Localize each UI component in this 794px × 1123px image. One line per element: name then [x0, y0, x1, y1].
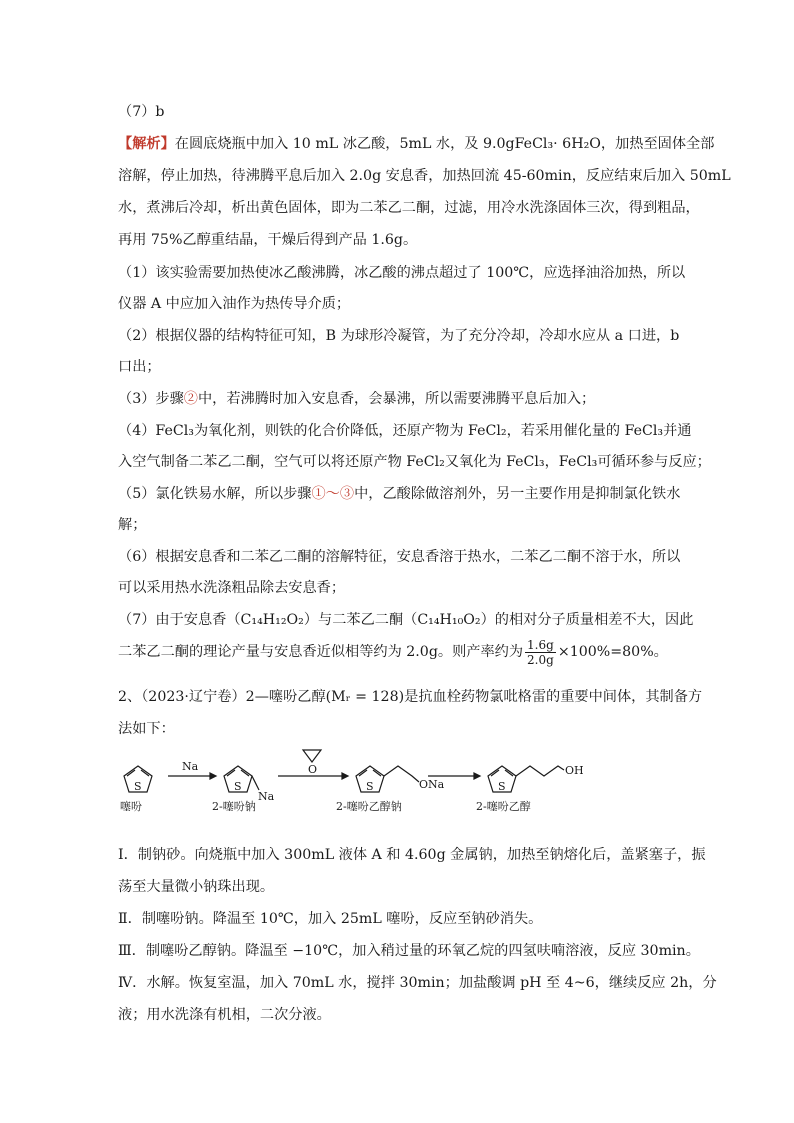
- analysis-line-1: [118, 134, 714, 154]
- label-thiophene-ethanol-sodium: 2-噻吩乙醇钠: [336, 800, 402, 813]
- step-2-marker: ②: [183, 391, 198, 407]
- label-thiophene-ethanol: 2-噻吩乙醇: [476, 800, 531, 813]
- label-thiophene-sodium: 2-噻吩钠: [212, 800, 256, 813]
- yield-fraction: [525, 638, 556, 667]
- label-thiophene: 噻吩: [120, 800, 142, 813]
- fraction-denominator: 2.0g: [527, 652, 554, 667]
- point-5-line-2: 解；: [118, 517, 147, 533]
- point-6-line-1: （6）根据安息香和二苯乙二酮的溶解特征，安息香溶于热水，二苯乙二酮不溶于水，所以: [118, 549, 681, 565]
- point-7-line-1: （7）由于安息香（C₁₄H₁₂O₂）与二苯乙二酮（C₁₄H₁₀O₂）的相对分子质量相差不大，因此: [118, 612, 694, 628]
- analysis-line-4: 再用 75%乙醇重结晶，干燥后得到产品 1.6g。: [118, 232, 418, 248]
- point-2-line-1: （2）根据仪器的结构特征可知，B 为球形冷凝管，为了充分冷却，冷却水应从 a 口进，b: [118, 328, 680, 344]
- reagent-sodium: Na: [182, 760, 199, 773]
- epoxide-structure: [303, 750, 321, 762]
- step-4-line-2: 液；用水洗涤有机相，二次分液。: [118, 1007, 331, 1023]
- question-2-line-2: 法如下：: [118, 721, 175, 737]
- question-2-line-1: 2、（2023·辽宁卷）2—噻吩乙醇(Mᵣ = 128)是抗血栓药物氯吡格雷的重要中间体，其制备方: [118, 689, 703, 705]
- point-5-b: 中，乙酸除做溶剂外，另一主要作用是抑制氯化铁水: [354, 486, 681, 502]
- point-7-b: ×100%=80%。: [557, 644, 668, 660]
- point-1-line-1: （1）该实验需要加热使冰乙酸沸腾，冰乙酸的沸点超过了 100℃，应选择油浴加热，所以: [118, 265, 686, 281]
- sulfur-atom-4: S: [498, 780, 506, 793]
- point-5-a: （5）氯化铁易水解，所以步骤: [118, 486, 312, 502]
- point-6-line-2: 可以采用热水洗涤粗品除去安息香；: [118, 580, 346, 596]
- range-tilde: ～: [325, 486, 340, 502]
- step-3-marker: ③: [339, 486, 355, 502]
- ona-group: ONa: [419, 778, 445, 791]
- point-7-a: 二苯乙二酮的理论产量与安息香近似相等约为 2.0g。则产率约为: [118, 644, 524, 660]
- point-2-line-2: 口出；: [118, 359, 161, 375]
- step-1-line-1: Ⅰ．制钠砂。向烧瓶中加入 300mL 液体 A 和 4.60g 金属钠，加热至钠熔化后，盖紧塞子，振: [118, 847, 706, 863]
- analysis-tag: 【解析】: [118, 136, 175, 152]
- analysis-line-3: 水，煮沸后冷却，析出黄色固体，即为二苯乙二酮，过滤，用冷水洗涤固体三次，得到粗品，: [118, 200, 700, 216]
- reaction-scheme: [110, 742, 610, 822]
- point-3-a: （3）步骤: [118, 391, 184, 407]
- point-4-line-2: 入空气制备二苯乙二酮，空气可以将还原产物 FeCl₂又氧化为 FeCl₃，FeCl₃可循环参与反应；: [118, 454, 711, 470]
- sodium-substituent: Na: [258, 790, 275, 803]
- point-1-line-2: 仪器 A 中应加入油作为热传导介质；: [118, 296, 351, 312]
- fraction-numerator: 1.6g: [527, 637, 554, 652]
- step-1-line-2: 荡至大量微小钠珠出现。: [118, 879, 275, 895]
- point-3-b: 中，若沸腾时加入安息香，会暴沸，所以需要沸腾平息后加入；: [197, 391, 596, 407]
- analysis-text: 在圆底烧瓶中加入 10 mL 冰乙酸，5mL 水，及 9.0gFeCl₃· 6H₂O，加热至固体全部: [174, 136, 715, 152]
- point-4-line-1: （4）FeCl₃为氧化剂，则铁的化合价降低，还原产物为 FeCl₂，若采用催化量的 FeCl₃并通: [118, 423, 692, 439]
- oh-group: OH: [565, 764, 584, 777]
- step-3: Ⅲ．制噻吩乙醇钠。降温至 −10℃，加入稍过量的环氧乙烷的四氢呋喃溶液，反应 30min。: [118, 943, 700, 959]
- step-1-marker: ①: [311, 486, 326, 502]
- answer-7: （7）b: [118, 104, 165, 120]
- sulfur-atom-1: S: [134, 780, 142, 793]
- step-2: Ⅱ．制噻吩钠。降温至 10℃，加入 25mL 噻吩，反应至钠砂消失。: [118, 911, 543, 927]
- step-4-line-1: Ⅳ．水解。恢复室温，加入 70mL 水，搅拌 30min；加盐酸调 pH 至 4~6，继续反应 2h，分: [118, 975, 717, 991]
- sulfur-atom-2: S: [234, 780, 242, 793]
- sulfur-atom-3: S: [366, 780, 374, 793]
- point-3: [118, 389, 595, 409]
- point-5-line-1: [118, 484, 680, 504]
- analysis-line-2: 溶解，停止加热，待沸腾平息后加入 2.0g 安息香，加热回流 45-60min，反应结束后加入 50mL: [118, 168, 731, 184]
- point-7-line-2: [118, 636, 668, 668]
- epoxide-oxygen: O: [308, 763, 318, 776]
